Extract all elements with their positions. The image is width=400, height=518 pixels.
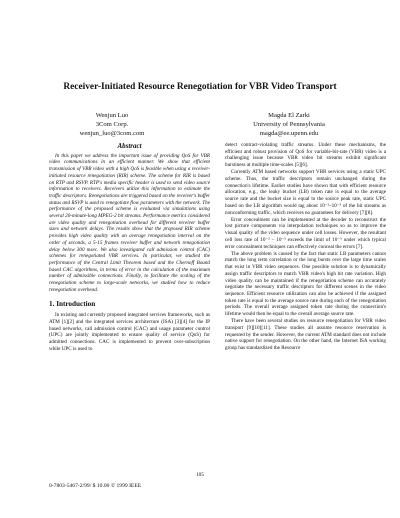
author-block — [37, 112, 187, 138]
abstract-text: In this paper we address the important issue of providing QoS for VBR video communications in an efficient manner. We show that efficient transmission of VBR video with a high QoS is feasible when using a receiver-initiated resource renegotiation (RIR) scheme. The scheme for RIR is based on RTP and RSVP. RTP's media specific header is used to send video source information to receivers. Receivers utilize this information to estimate the traffic descriptors. Renegotiations are triggered based on the receiver's buffer status and RSVP is used to renegotiate flow parameters with the network. The performance of the proposed scheme is evaluated via simulations using several 20-minute-long MPEG-2 bit streams. Performance metrics considered are video quality and renegotiation overhead for different receiver buffer sizes and network delays. The results show that the proposed RIR scheme provides high video quality with an average renegotiation interval on the order of seconds, a 5-15 frames receiver buffer and network renegotiation delay below 300 msec. We also investigated call admission control (CAC) schemes for renegotiated VBR services. In particular, we studied the performance of the Central Limit Theorem based and the Chernoff Bound based CAC algorithms, in terms of error in the calculation of the maximum number of admissible connections. Finally, to facilitate the scaling of the renegotiation scheme to large-scale networks, we studied how to reduce renegotiation overhead. — [49, 152, 210, 293]
body-paragraph: detect contract-violating traffic streams. Under these mechanisms, the efficient and robust provision of QoS for variable-bit-rate (VBR) video is a challenging issue because VBR video bit streams exhibit significant burstiness at multiple time-scales [5][6]. — [225, 142, 386, 169]
author-block — [214, 112, 364, 138]
author-name: Magda El Zarki — [268, 112, 310, 119]
page-number: 105 — [195, 472, 205, 478]
author-email: magda@ee.upenn.edu — [259, 129, 319, 137]
abstract-heading: Abstract — [117, 142, 142, 150]
author-affiliation: 3Com Corp. — [95, 120, 129, 128]
right-column — [225, 142, 386, 352]
copyright-footer: 0-7803-5467-2/99/ $ 10.00 © 1999 IEEE — [49, 483, 142, 489]
left-column — [49, 143, 210, 352]
section-heading: 1. Introduction — [49, 300, 96, 309]
body-paragraph: There have been several studies on resource renegotiation for VBR video transport [9][10][11]. These studies all assume resource reservation is requested by the sender. However, the current ATM standard does not include native support for renegotiation. On the other hand, the Internet ISA working group has standardized the Resource — [225, 318, 386, 352]
paper-title: Receiver-Initiated Resource Renegotiation for VBR Video Transport — [63, 82, 337, 92]
author-name: Wenjun Luo — [95, 112, 129, 119]
author-affiliation: University of Pennsylvania — [253, 120, 325, 128]
body-paragraph: Currently ATM based networks support VBR services using a static UPC scheme. Thus, the traffic descriptors remain unchanged during the connection's lifetime. Earlier studies have shown that with efficient resource allocation, e.g., the leaky bucket (LB) token rate is equal to the average source rate and the bucket size is equal to the source peak rate, static UPC based on the LB algorithm would tag about 10⁻²–10⁻³ of the bit streams as nonconforming traffic, which receives no guarantees for delivery [7][8]. — [225, 169, 386, 216]
intro-paragraph: In existing and currently proposed integrated services frameworks, such as ATM [1][2] and the integrated services architecture (ISA) [3][4] for the IP based networks, call admission control (CAC) and usage parameter control (UPC) are jointly implemented to ensure quality of service (QoS) for admitted connections. CAC is implemented to prevent over-subscription while UPC is used to — [49, 312, 210, 352]
body-paragraph: The above problem is caused by the fact that static LB parameters cannot match the long term correlation or the long bursts over the large time scales that exist in VBR video sequences. One possible solution is to dynamically assign traffic descriptors to match VBR video's high bit rate variation. High video quality can be maintained if the renegotiation scheme can accurately negotiate the necessary traffic descriptors for different scenes in the video sequence. Efficient resource utilization can also be achieved if the assigned token rate is equal to the average source rate during each of the renegotiation periods. The overall average assigned token rate during the connection's lifetime would then be equal to the overall average source rate. — [225, 250, 386, 318]
author-email: wenjun_luo@3com.com — [79, 129, 145, 137]
body-paragraph: Error concealment can be implemented at the decoder to reconstruct the lost picture components via interpolation techniques so as to improve the visual quality of the video sequence under cell losses. However, the resultant cell loss rate of 10⁻² – 10⁻³ exceeds the limit of 10⁻⁵ under which typical error concealment techniques can effectively conceal the errors [7]. — [225, 216, 386, 250]
